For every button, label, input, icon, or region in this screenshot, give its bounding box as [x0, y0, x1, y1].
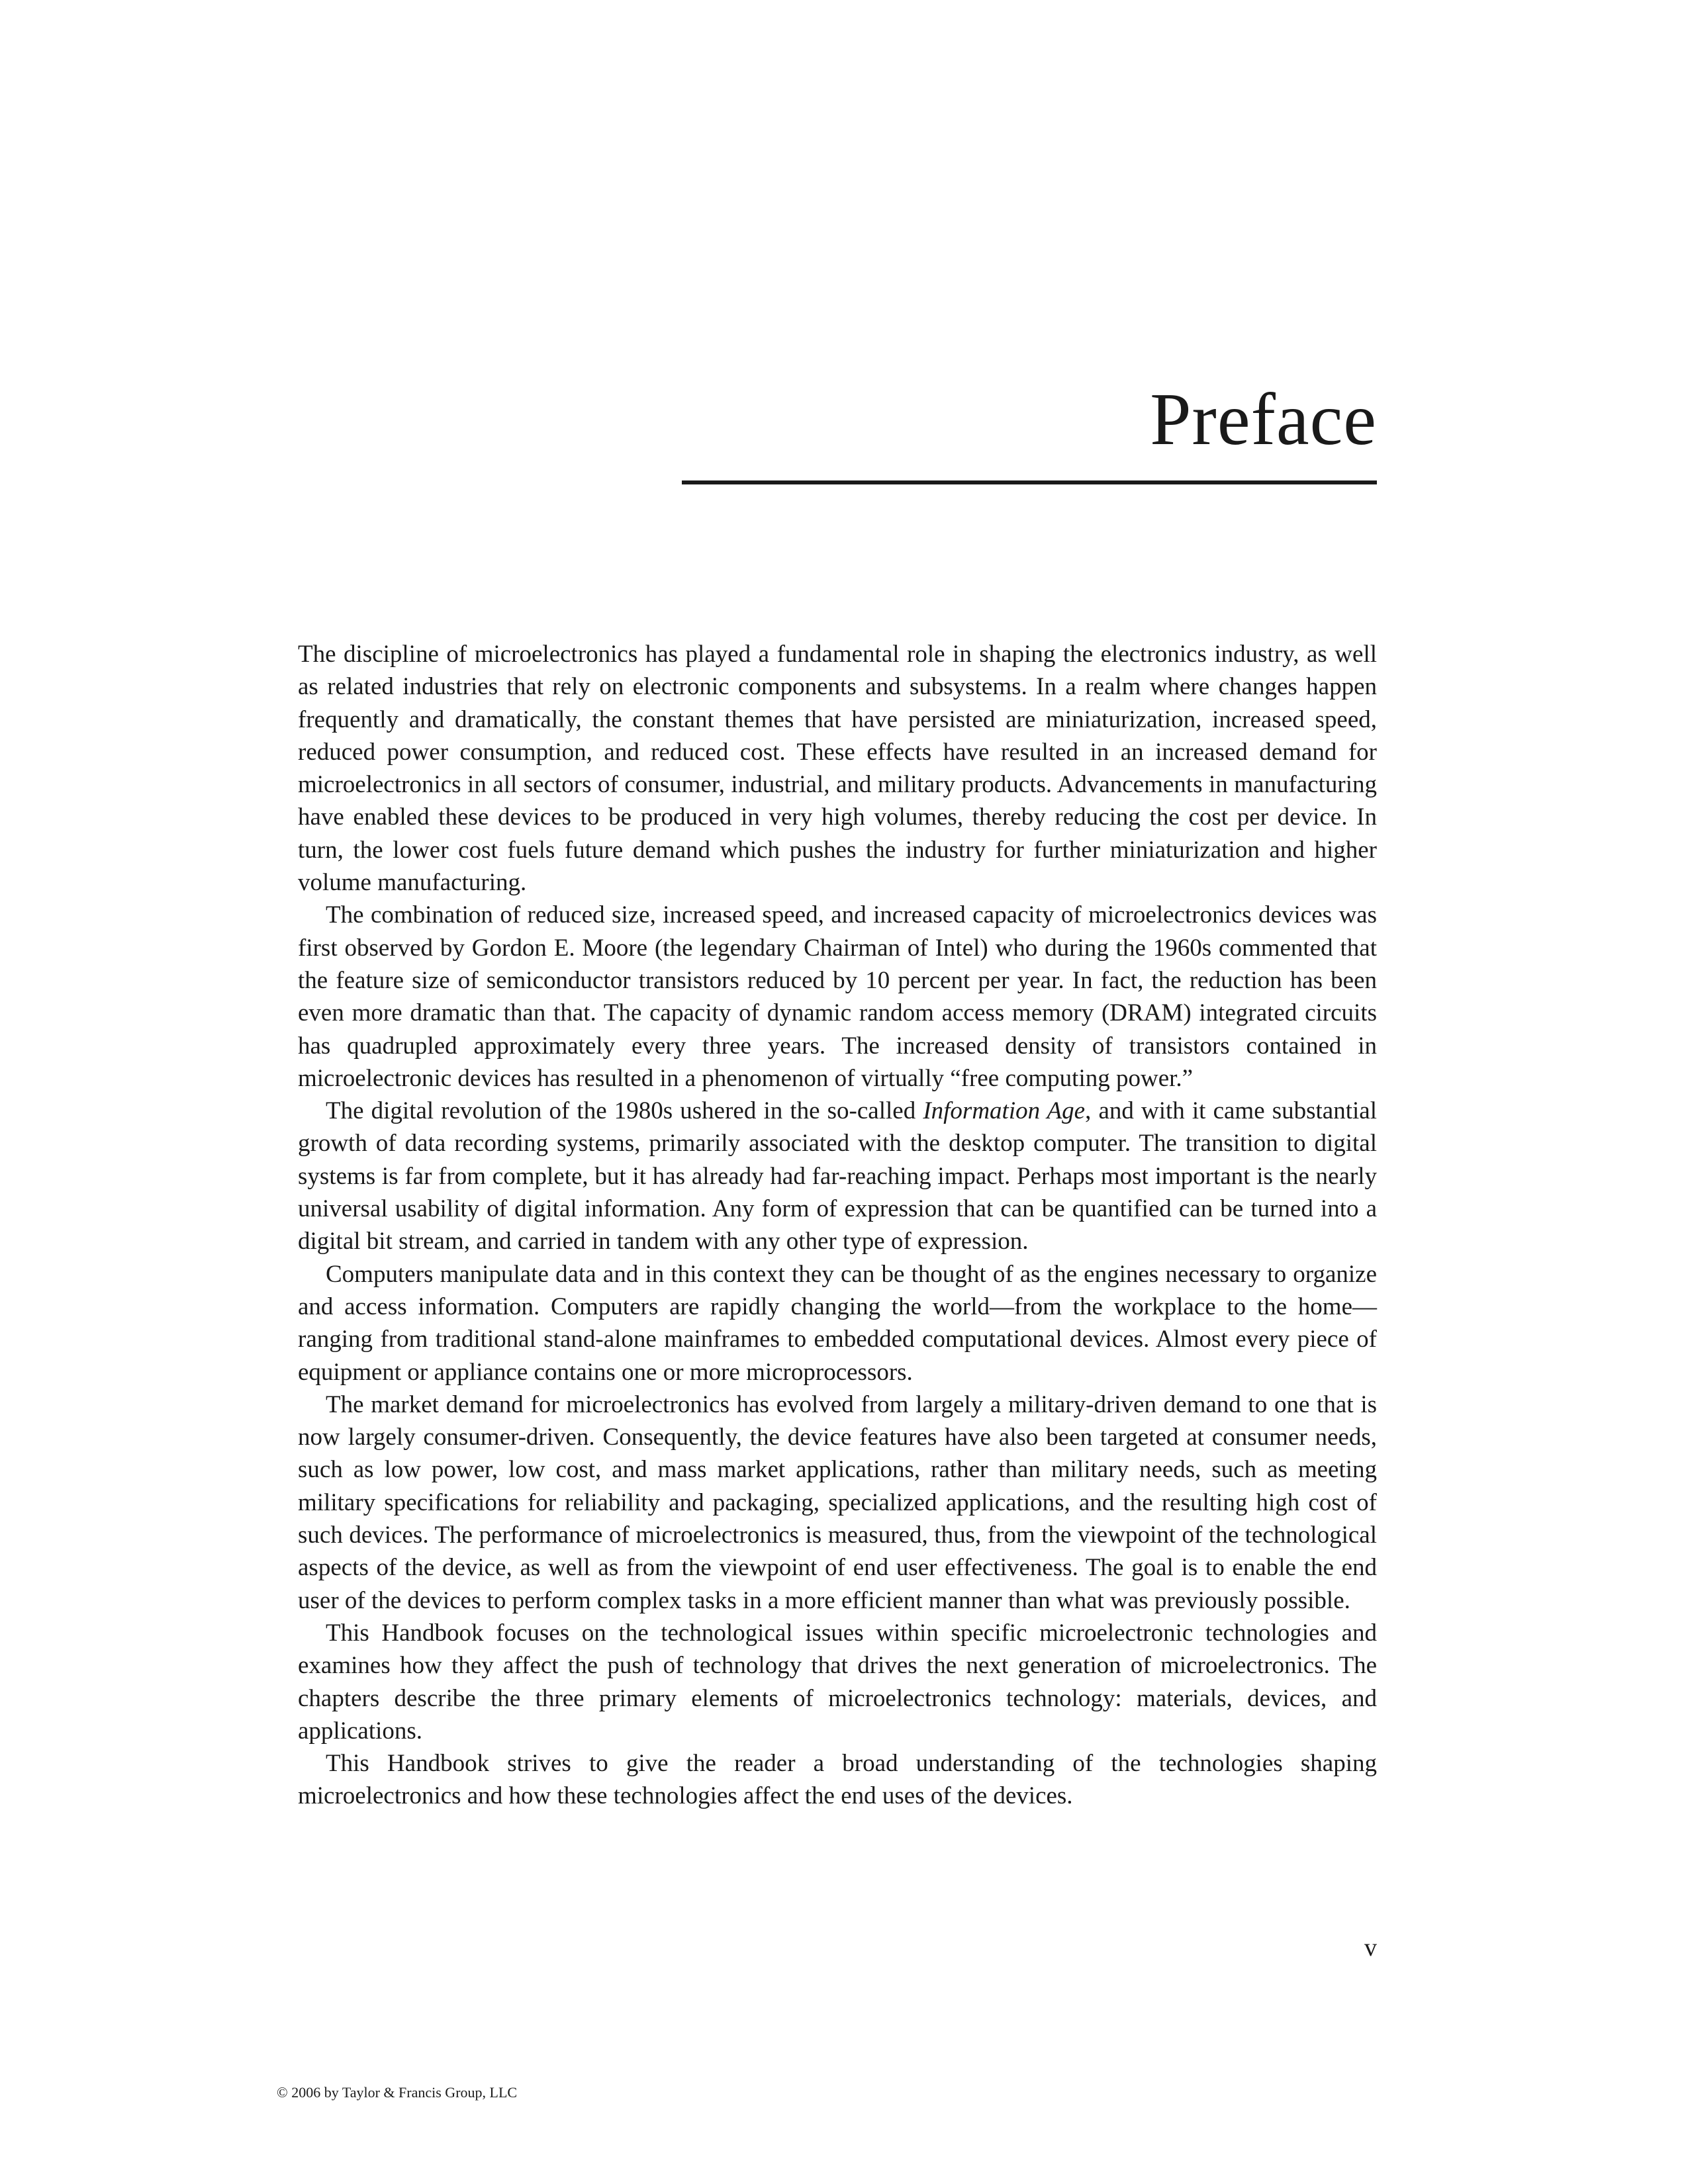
title-rule	[682, 480, 1377, 484]
body-text	[298, 638, 1377, 1813]
paragraph-5: The market demand for microelectronics has evolved from largely a military-driven demand to one that is now largely consumer-driven. Consequently, the device features have also been targeted at consumer needs, such as low power, low cost, and mass market applications, rather than military needs, such as meeting military specifications for reliability and packaging, specialized applications, and the resulting high cost of such devices. The performance of microelectronics is measured, thus, from the viewpoint of the technological aspects of the device, as well as from the viewpoint of end user effectiveness. The goal is to enable the end user of the devices to perform complex tasks in a more efficient manner than what was previously possible.	[298, 1390, 1377, 1614]
paragraph-7: This Handbook strives to give the reader a broad understanding of the technologies shaping microelectronics and how these technologies affect the end uses of the devices.	[298, 1750, 1377, 1810]
paragraph-4: Computers manipulate data and in this context they can be thought of as the engines necessary to organize and access information. Computers are rapidly changing the world—from the workplace to the home—ranging from traditional stand-alone mainframes to embedded computational devices. Almost every piece of equipment or appliance contains one or more microprocessors.	[298, 1260, 1377, 1386]
paragraph-3-end: , and with it came substantial growth of data recording systems, primarily associated with the desktop computer. The transition to digital systems is far from complete, but it has already had far-reaching impact. Perhaps most important is the nearly universal usability of digital information. Any form of expression that can be quantified can be turned into a digital bit stream, and carried in tandem with any other type of expression.	[298, 1097, 1377, 1255]
paragraph-6: This Handbook focuses on the technological issues within specific microelectronic technologies and examines how they affect the push of technology that drives the next generation of microelectronics. The chapters describe the three primary elements of microelectronics technology: materials, devices, and applications.	[298, 1619, 1377, 1745]
paragraph-3-italic: Information Age	[923, 1097, 1086, 1125]
copyright-notice: © 2006 by Taylor & Francis Group, LLC	[277, 2084, 518, 2101]
paragraph-2: The combination of reduced size, increased speed, and increased capacity of microelectronics devices was first observed by Gordon E. Moore (the legendary Chairman of Intel) who during the 1960s commented that the feature size of semiconductor transistors reduced by 10 percent per year. In fact, the reduction has been even more dramatic than that. The capacity of dynamic random access memory (DRAM) integrated circuits has quadrupled approximately every three years. The increased density of transistors contained in microelectronic devices has resulted in a phenomenon of virtually “free computing power.”	[298, 901, 1377, 1092]
paragraph-3	[298, 1095, 1377, 1257]
paragraph-3-start: The digital revolution of the 1980s ushered in the so-called	[326, 1097, 923, 1125]
paragraph-1: The discipline of microelectronics has played a fundamental role in shaping the electronics industry, as well as related industries that rely on electronic components and subsystems. In a realm where changes happen frequently and dramatically, the constant themes that have persisted are miniaturization, increased speed, reduced power consumption, and reduced cost. These effects have resulted in an increased demand for microelectronics in all sectors of consumer, industrial, and military products. Advancements in manufacturing have enabled these devices to be produced in very high volumes, thereby reducing the cost per device. In turn, the lower cost fuels future demand which pushes the industry for further miniaturization and higher volume manufacturing.	[298, 641, 1377, 897]
page-title: Preface	[1150, 379, 1377, 461]
page-number: v	[1364, 1934, 1377, 1962]
